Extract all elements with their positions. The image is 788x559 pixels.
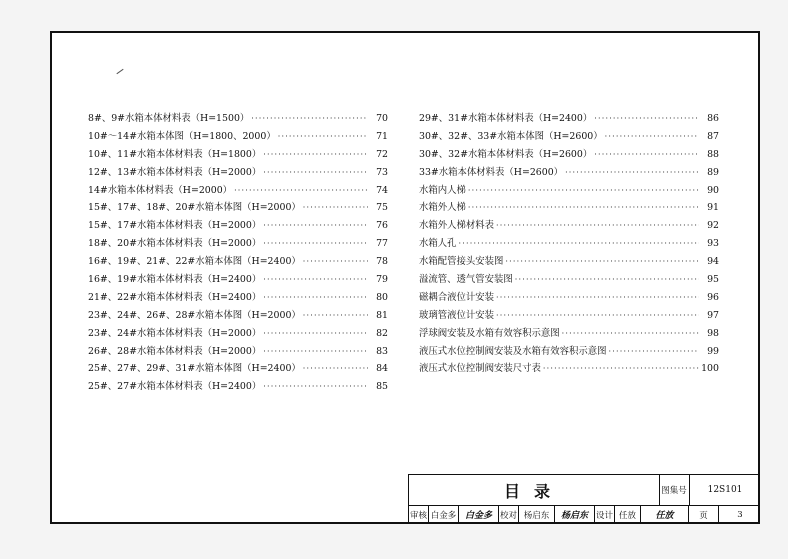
toc-entry-title: 液压式水位控制阀安装及水箱有效容积示意图 xyxy=(419,345,607,357)
toc-entry-page: 77 xyxy=(376,238,388,250)
toc-entry-title: 30#、32#水箱本体材料表（H=2600） xyxy=(419,148,593,160)
toc-entry-title: 水箱内人梯 xyxy=(419,184,466,196)
toc-entry xyxy=(419,235,719,253)
toc-entry-page: 79 xyxy=(376,274,388,286)
toc-entry-page: 94 xyxy=(707,256,719,268)
toc-entry-title: 玻璃管液位计安装 xyxy=(419,309,495,321)
toc-entry-page: 73 xyxy=(376,166,388,178)
dot-leader xyxy=(303,199,368,217)
toc-entry-page: 95 xyxy=(707,274,719,286)
toc-entry xyxy=(419,110,719,128)
dot-leader xyxy=(459,235,699,253)
toc-entry-title: 10#、11#水箱本体材料表（H=1800） xyxy=(88,148,262,160)
toc-entry-page: 92 xyxy=(707,220,719,232)
dot-leader xyxy=(263,146,368,164)
page-label: 页 xyxy=(689,505,719,524)
dot-leader xyxy=(505,253,699,271)
toc-entry xyxy=(419,271,719,289)
reviewer-name: 白金多 xyxy=(429,505,459,524)
toc-entry xyxy=(419,360,719,378)
toc-entry xyxy=(419,146,719,164)
toc-entry xyxy=(88,271,388,289)
toc-entry-page: 89 xyxy=(707,166,719,178)
toc-entry-title: 溢流管、透气管安装图 xyxy=(419,274,513,286)
toc-entry xyxy=(88,235,388,253)
toc-entry xyxy=(88,110,388,128)
dot-leader xyxy=(278,128,368,146)
toc-entry-title: 33#水箱本体材料表（H=2600） xyxy=(419,166,564,178)
drawing-title: 目录 xyxy=(409,475,660,505)
dot-leader xyxy=(468,199,699,217)
toc-entry-page: 97 xyxy=(707,309,719,321)
toc-entry xyxy=(88,360,388,378)
toc-entry-title: 水箱外人梯材料表 xyxy=(419,220,495,232)
toc-entry-title: 磁耦合液位计安装 xyxy=(419,291,495,303)
toc-entry-page: 98 xyxy=(707,327,719,339)
toc-entry-page: 88 xyxy=(707,148,719,160)
toc-entry-title: 液压式水位控制阀安装尺寸表 xyxy=(419,363,541,375)
toc-entry-page: 78 xyxy=(376,256,388,268)
toc-entry-page: 91 xyxy=(707,202,719,214)
toc-entry-page: 90 xyxy=(707,184,719,196)
toc-entry xyxy=(88,217,388,235)
review-label: 审核 xyxy=(409,505,429,524)
toc-entry-title: 水箱外人梯 xyxy=(419,202,466,214)
atlas-number: 12S101 xyxy=(707,485,743,495)
dot-leader xyxy=(562,325,699,343)
title-block xyxy=(408,474,760,524)
toc-entry-page: 76 xyxy=(376,220,388,232)
toc-entry-page: 83 xyxy=(376,345,388,357)
dot-leader xyxy=(303,360,368,378)
toc-entry xyxy=(88,325,388,343)
atlas-number-label: 图集号 xyxy=(659,475,690,505)
dot-leader xyxy=(263,325,368,343)
toc-entry xyxy=(88,343,388,361)
toc-entry-title: 16#、19#水箱本体材料表（H=2400） xyxy=(88,274,262,286)
toc-entry-title: 30#、32#、33#水箱本体图（H=2600） xyxy=(419,130,603,142)
dot-leader xyxy=(609,343,699,361)
toc-entry xyxy=(419,182,719,200)
toc-entry xyxy=(88,289,388,307)
toc-right-column xyxy=(419,110,719,378)
toc-entry-page: 71 xyxy=(376,130,388,142)
toc-entry-page: 86 xyxy=(707,113,719,124)
toc-entry xyxy=(419,128,719,146)
dot-leader xyxy=(263,289,368,307)
toc-entry xyxy=(88,128,388,146)
toc-entry-page: 99 xyxy=(707,345,719,357)
dot-leader xyxy=(303,307,368,325)
toc-entry xyxy=(419,199,719,217)
design-label: 设计 xyxy=(595,505,615,524)
toc-entry xyxy=(88,182,388,200)
toc-entry xyxy=(419,253,719,271)
designer-name: 任放 xyxy=(615,505,641,524)
toc-entry-title: 25#、27#、29#、31#水箱本体图（H=2400） xyxy=(88,363,301,375)
title-block-signature-row xyxy=(409,505,760,524)
toc-entry-title: 10#～14#水箱本体图（H=1800、2000） xyxy=(88,130,276,142)
dot-leader xyxy=(565,164,699,182)
toc-entry-title: 浮球阀安装及水箱有效容积示意图 xyxy=(419,327,560,339)
toc-entry-title: 16#、19#、21#、22#水箱本体图（H=2400） xyxy=(88,256,301,268)
toc-entry-title: 26#、28#水箱本体材料表（H=2000） xyxy=(88,345,262,357)
toc-entry xyxy=(88,199,388,217)
dot-leader xyxy=(543,360,699,378)
checker-name: 杨启东 xyxy=(519,505,555,524)
toc-entry-page: 70 xyxy=(376,113,388,124)
toc-entry-title: 25#、27#水箱本体材料表（H=2400） xyxy=(88,381,262,393)
dot-leader xyxy=(496,289,699,307)
dot-leader xyxy=(594,146,699,164)
toc-entry xyxy=(88,253,388,271)
checker-signature: 杨启东 xyxy=(555,505,595,524)
toc-entry-page: 74 xyxy=(376,184,388,196)
toc-entry-page: 100 xyxy=(701,363,719,375)
toc-entry xyxy=(88,146,388,164)
toc-entry-page: 82 xyxy=(376,327,388,339)
toc-entry-page: 87 xyxy=(707,130,719,142)
toc-entry-title: 水箱人孔 xyxy=(419,238,457,250)
toc-entry-title: 8#、9#水箱本体材料表（H=1500） xyxy=(88,113,250,124)
dot-leader xyxy=(263,235,368,253)
toc-entry xyxy=(419,307,719,325)
reviewer-signature: 白金多 xyxy=(459,505,499,524)
toc-entry-title: 23#、24#水箱本体材料表（H=2000） xyxy=(88,327,262,339)
page-number: 3 xyxy=(737,509,743,520)
toc-entry-title: 12#、13#水箱本体材料表（H=2000） xyxy=(88,166,262,178)
dot-leader xyxy=(251,110,368,128)
stray-mark xyxy=(116,69,123,74)
dot-leader xyxy=(496,307,699,325)
toc-entry-page: 96 xyxy=(707,291,719,303)
dot-leader xyxy=(263,271,368,289)
toc-entry-page: 81 xyxy=(376,309,388,321)
toc-entry-page: 75 xyxy=(376,202,388,214)
toc-entry-page: 85 xyxy=(376,381,388,393)
toc-entry-page: 72 xyxy=(376,148,388,160)
title-block-top-row xyxy=(409,475,760,506)
dot-leader xyxy=(594,110,699,128)
dot-leader xyxy=(263,378,368,396)
dot-leader xyxy=(263,217,368,235)
toc-entry xyxy=(419,289,719,307)
dot-leader xyxy=(234,182,368,200)
toc-entry-title: 23#、24#、26#、28#水箱本体图（H=2000） xyxy=(88,309,301,321)
toc-entry-title: 水箱配管接头安装图 xyxy=(419,256,504,268)
dot-leader xyxy=(263,343,368,361)
toc-entry-title: 15#、17#、18#、20#水箱本体图（H=2000） xyxy=(88,202,301,214)
toc-entry-title: 14#水箱本体材料表（H=2000） xyxy=(88,184,233,196)
toc-entry xyxy=(419,217,719,235)
toc-entry-page: 84 xyxy=(376,363,388,375)
toc-entry xyxy=(419,164,719,182)
toc-entry-title: 18#、20#水箱本体材料表（H=2000） xyxy=(88,238,262,250)
toc-entry xyxy=(88,307,388,325)
toc-entry xyxy=(88,378,388,396)
check-label: 校对 xyxy=(499,505,519,524)
dot-leader xyxy=(263,164,368,182)
toc-entry xyxy=(419,325,719,343)
toc-entry-title: 21#、22#水箱本体材料表（H=2400） xyxy=(88,291,262,303)
dot-leader xyxy=(496,217,699,235)
toc-entry xyxy=(88,164,388,182)
toc-entry-title: 15#、17#水箱本体材料表（H=2000） xyxy=(88,220,262,232)
toc-left-column xyxy=(88,110,388,396)
toc-entry xyxy=(419,343,719,361)
toc-entry-page: 80 xyxy=(376,291,388,303)
designer-signature: 任放 xyxy=(641,505,689,524)
dot-leader xyxy=(515,271,699,289)
toc-entry-title: 29#、31#水箱本体材料表（H=2400） xyxy=(419,113,593,124)
dot-leader xyxy=(468,182,699,200)
dot-leader xyxy=(605,128,699,146)
drawing-sheet xyxy=(50,31,760,524)
toc-entry-page: 93 xyxy=(707,238,719,250)
dot-leader xyxy=(303,253,368,271)
